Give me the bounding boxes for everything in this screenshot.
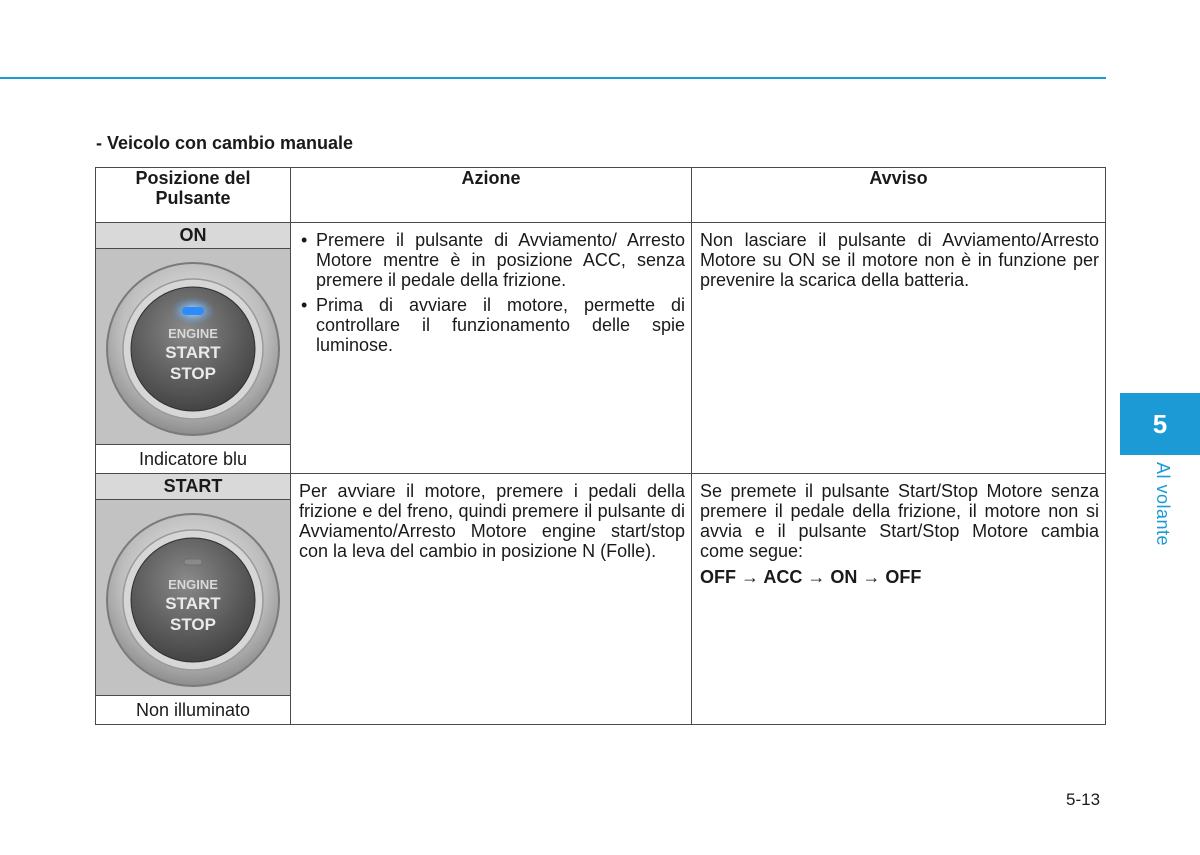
position-cell bbox=[96, 474, 291, 725]
action-cell bbox=[291, 223, 692, 474]
button-image bbox=[96, 249, 290, 445]
start-label: START bbox=[165, 342, 221, 362]
table-row bbox=[96, 474, 1106, 725]
list-item: • Prima di avviare il motore, permette di controllare il funzionamento delle spie luminose. bbox=[316, 295, 685, 355]
position-label: ON bbox=[96, 223, 290, 249]
action-list bbox=[299, 230, 685, 355]
action-text: Per avviare il motore, premere i pedali della frizione e del freno, quindi premere il pulsante di Avviamento/Arresto Motore engine start/stop con la leva del cambio in posizione N (Folle). bbox=[299, 481, 685, 561]
position-caption: Non illuminato bbox=[96, 696, 290, 724]
page-number: 5-13 bbox=[1066, 790, 1101, 809]
indicator-light bbox=[182, 307, 204, 315]
position-label: START bbox=[96, 474, 290, 500]
warning-text: Non lasciare il pulsante di Avviamento/Arresto Motore su ON se il motore non è in funzione per prevenire la scarica della batteria. bbox=[700, 230, 1099, 290]
engine-start-button-icon bbox=[98, 252, 288, 442]
engine-label: ENGINE bbox=[168, 576, 218, 592]
warning-text: Se premete il pulsante Start/Stop Motore senza premere il pedale della frizione, il motore non si avvia e il pulsante Start/Stop Motore cambia come segue: bbox=[700, 481, 1099, 561]
section-heading: - Veicolo con cambio manuale bbox=[96, 133, 354, 153]
warning-cell bbox=[692, 474, 1106, 725]
action-cell bbox=[291, 474, 692, 725]
top-rule bbox=[0, 77, 1106, 79]
position-cell bbox=[96, 223, 291, 474]
header-position: Posizione del Pulsante bbox=[96, 168, 291, 223]
stop-label: STOP bbox=[170, 363, 216, 383]
chapter-tab: 5 bbox=[1120, 393, 1200, 455]
start-label: START bbox=[165, 593, 221, 613]
button-image bbox=[96, 500, 290, 696]
engine-label: ENGINE bbox=[168, 325, 218, 341]
info-table bbox=[95, 167, 1106, 725]
stop-label: STOP bbox=[170, 614, 216, 634]
engine-start-button-icon bbox=[98, 503, 288, 693]
indicator-light bbox=[184, 559, 202, 565]
header-warning: Avviso bbox=[692, 168, 1106, 223]
warning-cell bbox=[692, 223, 1106, 474]
chapter-label: Al volante bbox=[1153, 462, 1173, 547]
state-sequence: OFF → ACC → ON → OFF bbox=[700, 567, 922, 587]
table-header-row bbox=[96, 168, 1106, 223]
list-item: • Premere il pulsante di Avviamento/ Arresto Motore mentre è in posizione ACC, senza premere il pedale della frizione. bbox=[316, 230, 685, 290]
header-action: Azione bbox=[291, 168, 692, 223]
position-caption: Indicatore blu bbox=[96, 445, 290, 473]
table-row bbox=[96, 223, 1106, 474]
